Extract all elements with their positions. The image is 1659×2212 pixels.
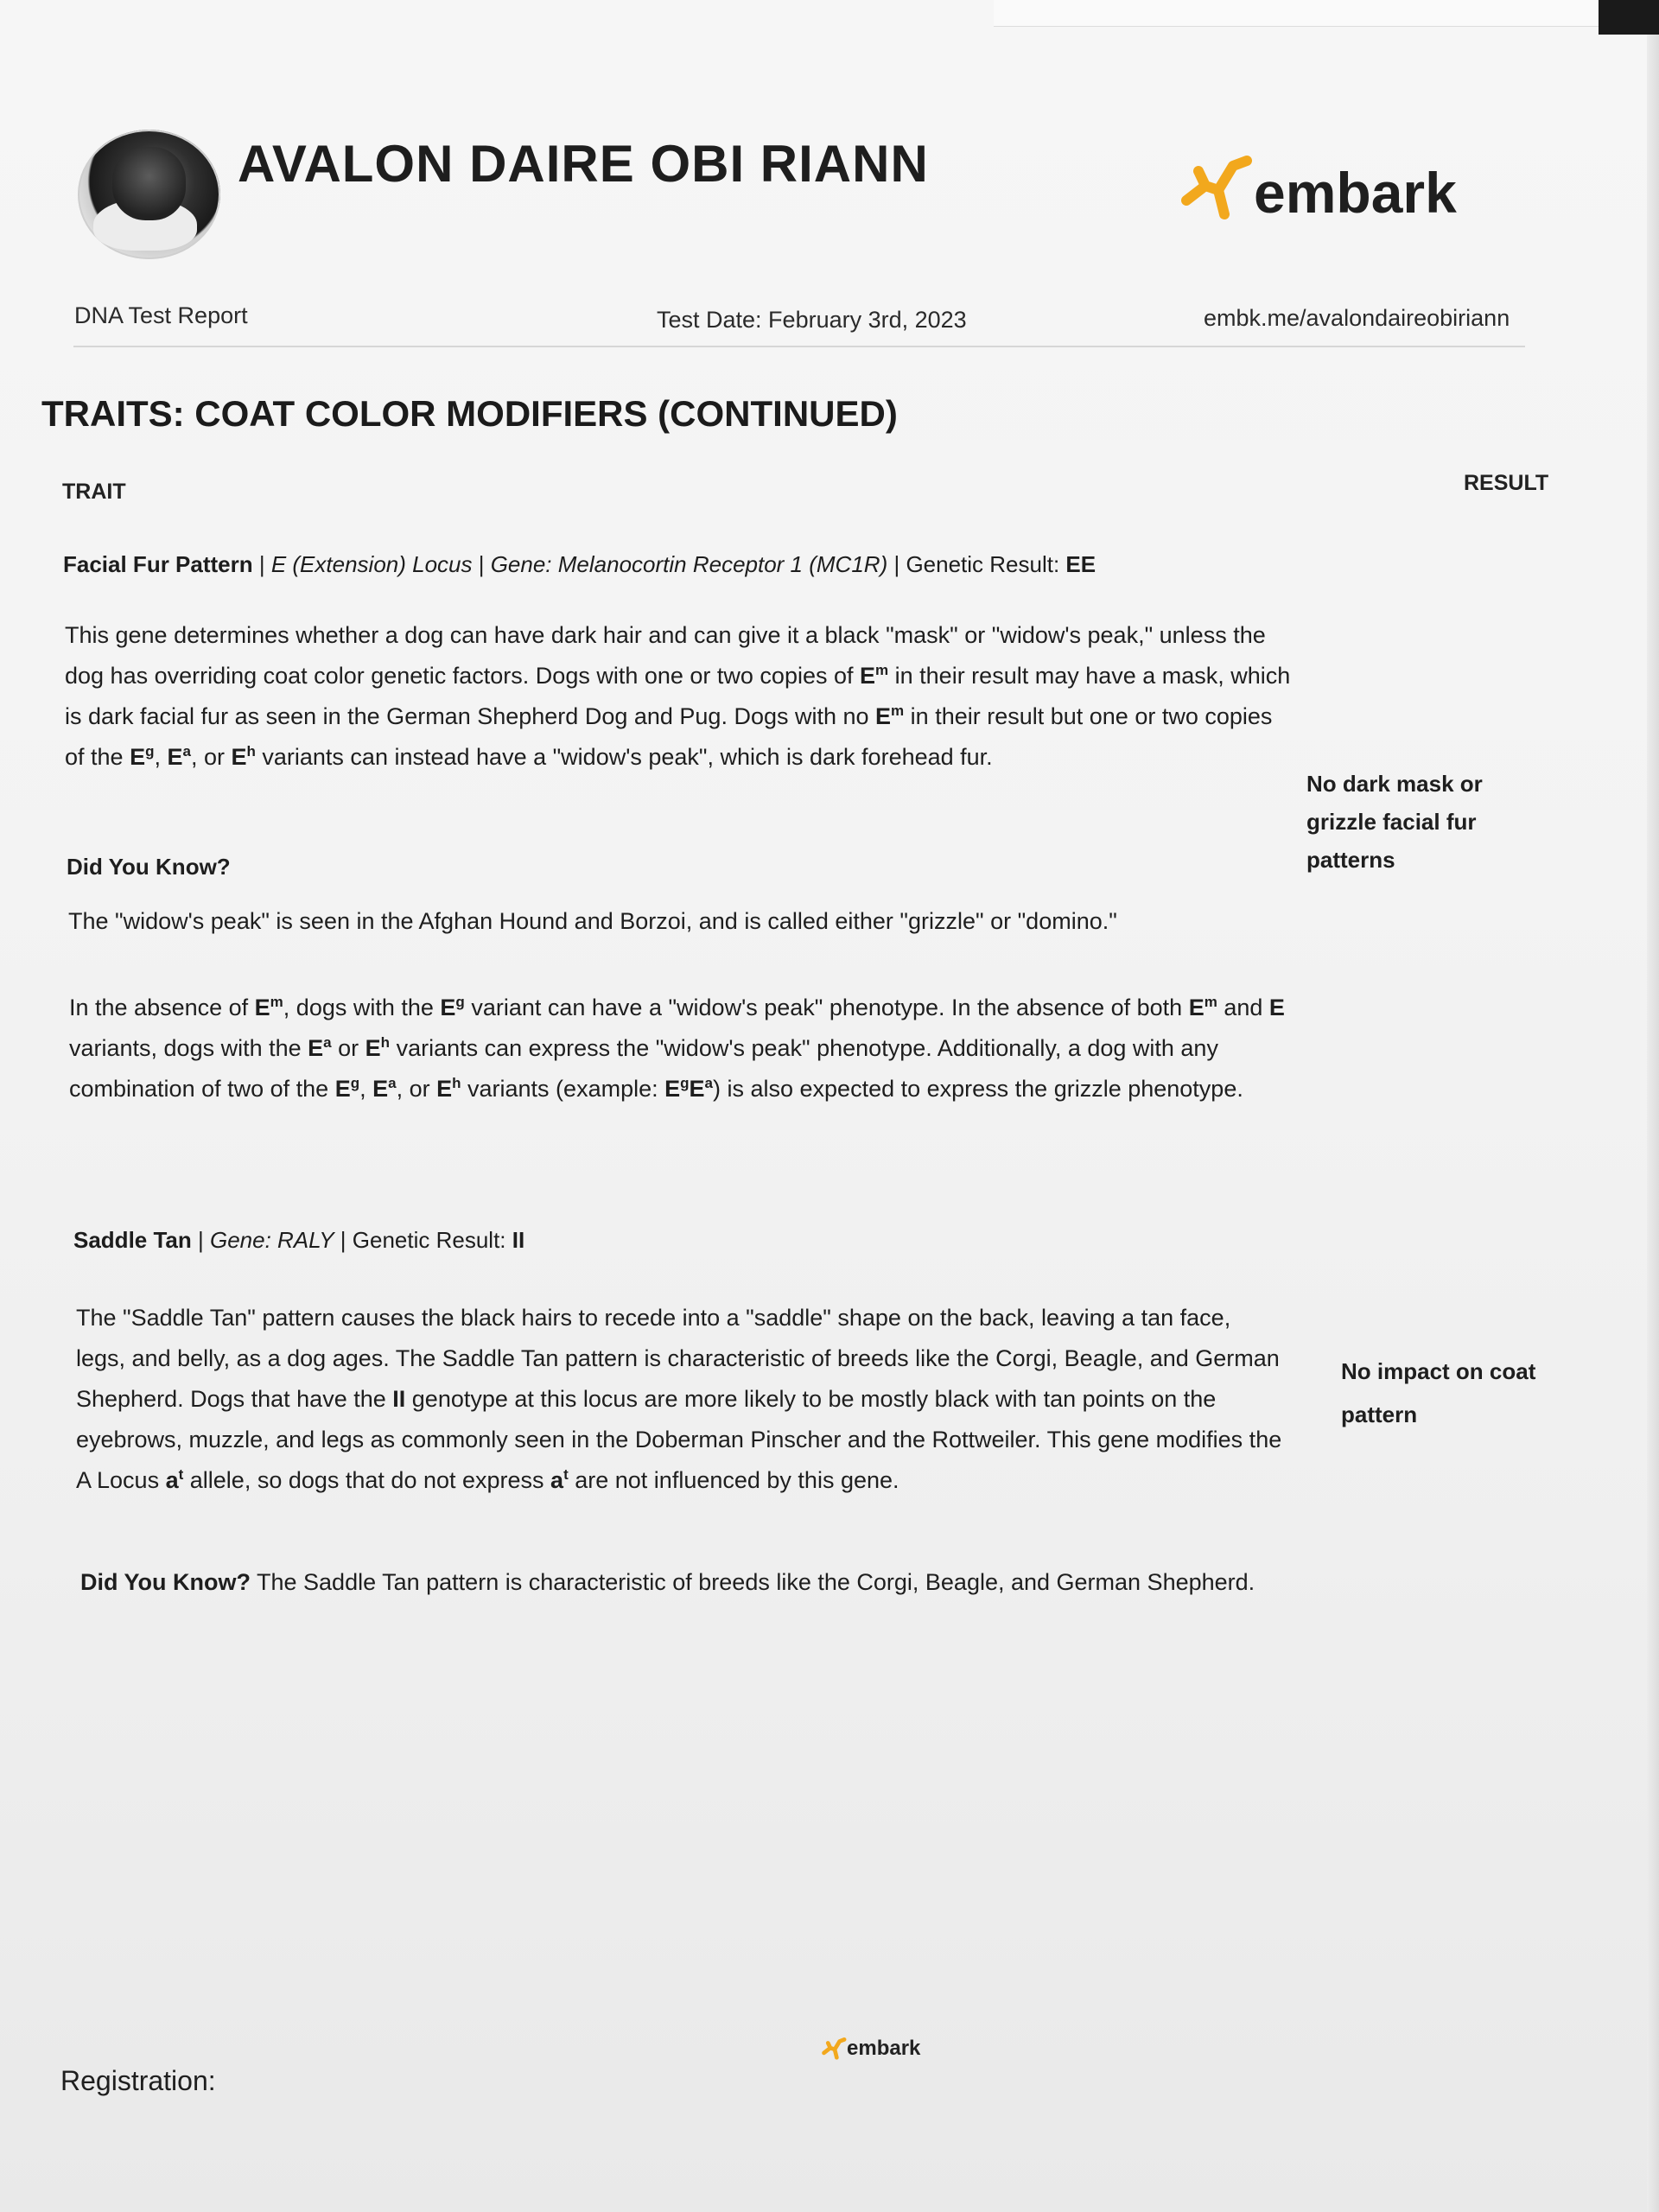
page-edge — [1647, 35, 1659, 2212]
section-title: TRAITS: COAT COLOR MODIFIERS (CONTINUED) — [41, 393, 898, 434]
trait-gene: Gene: Melanocortin Receptor 1 (MC1R) — [490, 551, 888, 577]
trait-result-facial-fur: No dark mask or grizzle facial fur patterns — [1306, 771, 1483, 873]
embark-logo-text: embark — [1254, 160, 1457, 225]
background-corner — [1599, 0, 1659, 35]
header-divider — [73, 346, 1525, 347]
trait-name: Facial Fur Pattern — [63, 551, 253, 577]
trait-heading-saddle-tan: Saddle Tan | Gene: RALY | Genetic Result: II — [73, 1227, 525, 1253]
did-you-know-text: The Saddle Tan pattern is characteristic of breeds like the Corgi, Beagle, and German Shepherd. — [257, 1569, 1255, 1595]
dog-avatar — [78, 130, 220, 259]
trait-description-facial-fur: This gene determines whether a dog can have dark hair and can give it a black "mask" or "widow's peak," unless the dog has overriding coat color genetic factors. Dogs with one or two copies of $E^m$ in their result may have a mask, which is dark facial fur as seen in the German Shepherd Dog and Pug. Dogs with no $E^m$ in their result but one or two copies of the $E^g$, $E^a$, or $E^h$ variants can instead have a "widow's peak", which is dark forehead fur. — [65, 622, 1291, 770]
trait-heading-facial-fur: Facial Fur Pattern | E (Extension) Locus | Gene: Melanocortin Receptor 1 (MC1R) | Genetic Result: EE — [63, 551, 1096, 577]
trait-description-saddle-tan: The "Saddle Tan" pattern causes the black hairs to recede into a "saddle" shape on the back, leaving a tan face, legs, and belly, as a dog ages. The Saddle Tan pattern is characteristic of breeds like the Corgi, Beagle, and German Shepherd. Dogs that have the II genotype at this locus are more likely to be mostly black with tan points on the eyebrows, muzzle, and legs as commonly seen in the Doberman Pinscher and the Rottweiler. This gene modifies the A Locus $a^t$ allele, so dogs that do not express $a^t$ are not influenced by this gene. — [76, 1305, 1282, 1493]
did-you-know-label: Did You Know? — [67, 854, 231, 880]
embark-logo — [1179, 147, 1457, 229]
trait-result-saddle-tan: No impact on coat pattern — [1341, 1358, 1536, 1427]
column-header-trait: TRAIT — [62, 480, 126, 504]
did-you-know-text: The "widow's peak" is seen in the Afghan Hound and Borzoi, and is called either "grizzle" or "domino." — [68, 908, 1117, 934]
column-header-result: RESULT — [1464, 471, 1549, 495]
profile-url[interactable]: embk.me/avalondaireobiriann — [1204, 305, 1510, 331]
did-you-know-saddle-tan — [80, 1562, 1273, 1603]
embark-mark-icon — [821, 2035, 849, 2063]
test-date: Test Date: February 3rd, 2023 — [657, 307, 967, 333]
genetic-result: II — [512, 1227, 525, 1253]
footer-embark-logo — [821, 2035, 920, 2063]
underlying-sheet — [994, 0, 1659, 27]
trait-name: Saddle Tan — [73, 1227, 192, 1253]
trait-locus: E (Extension) Locus — [270, 551, 473, 577]
trait-gene: Gene: RALY — [209, 1227, 334, 1253]
embark-mark-icon — [1179, 147, 1257, 229]
report-type: DNA Test Report — [74, 302, 248, 328]
genetic-result-label: Genetic Result: — [906, 551, 1066, 577]
footer-logo-text: embark — [847, 2037, 921, 2060]
registration-label: Registration: — [60, 2065, 216, 2096]
genetic-result-label: Genetic Result: — [352, 1227, 512, 1253]
genetic-result: EE — [1065, 551, 1096, 577]
did-you-know-detail: In the absence of $E^m$, dogs with the $E^g$ variant can have a "widow's peak" phenotype. In the absence of both $E^m$ and E variants, dogs with the $E^a$ or $E^h$ variants can express the "widow's peak" phenotype. Additionally, a dog with any combination of two of the $E^g$, $E^a$, or $E^h$ variants (example: $E^gE^a$) is also expected to express the grizzle phenotype. — [69, 994, 1285, 1102]
dog-name: AVALON DAIRE OBI RIANN — [238, 135, 929, 193]
did-you-know-label: Did You Know? — [80, 1569, 251, 1595]
